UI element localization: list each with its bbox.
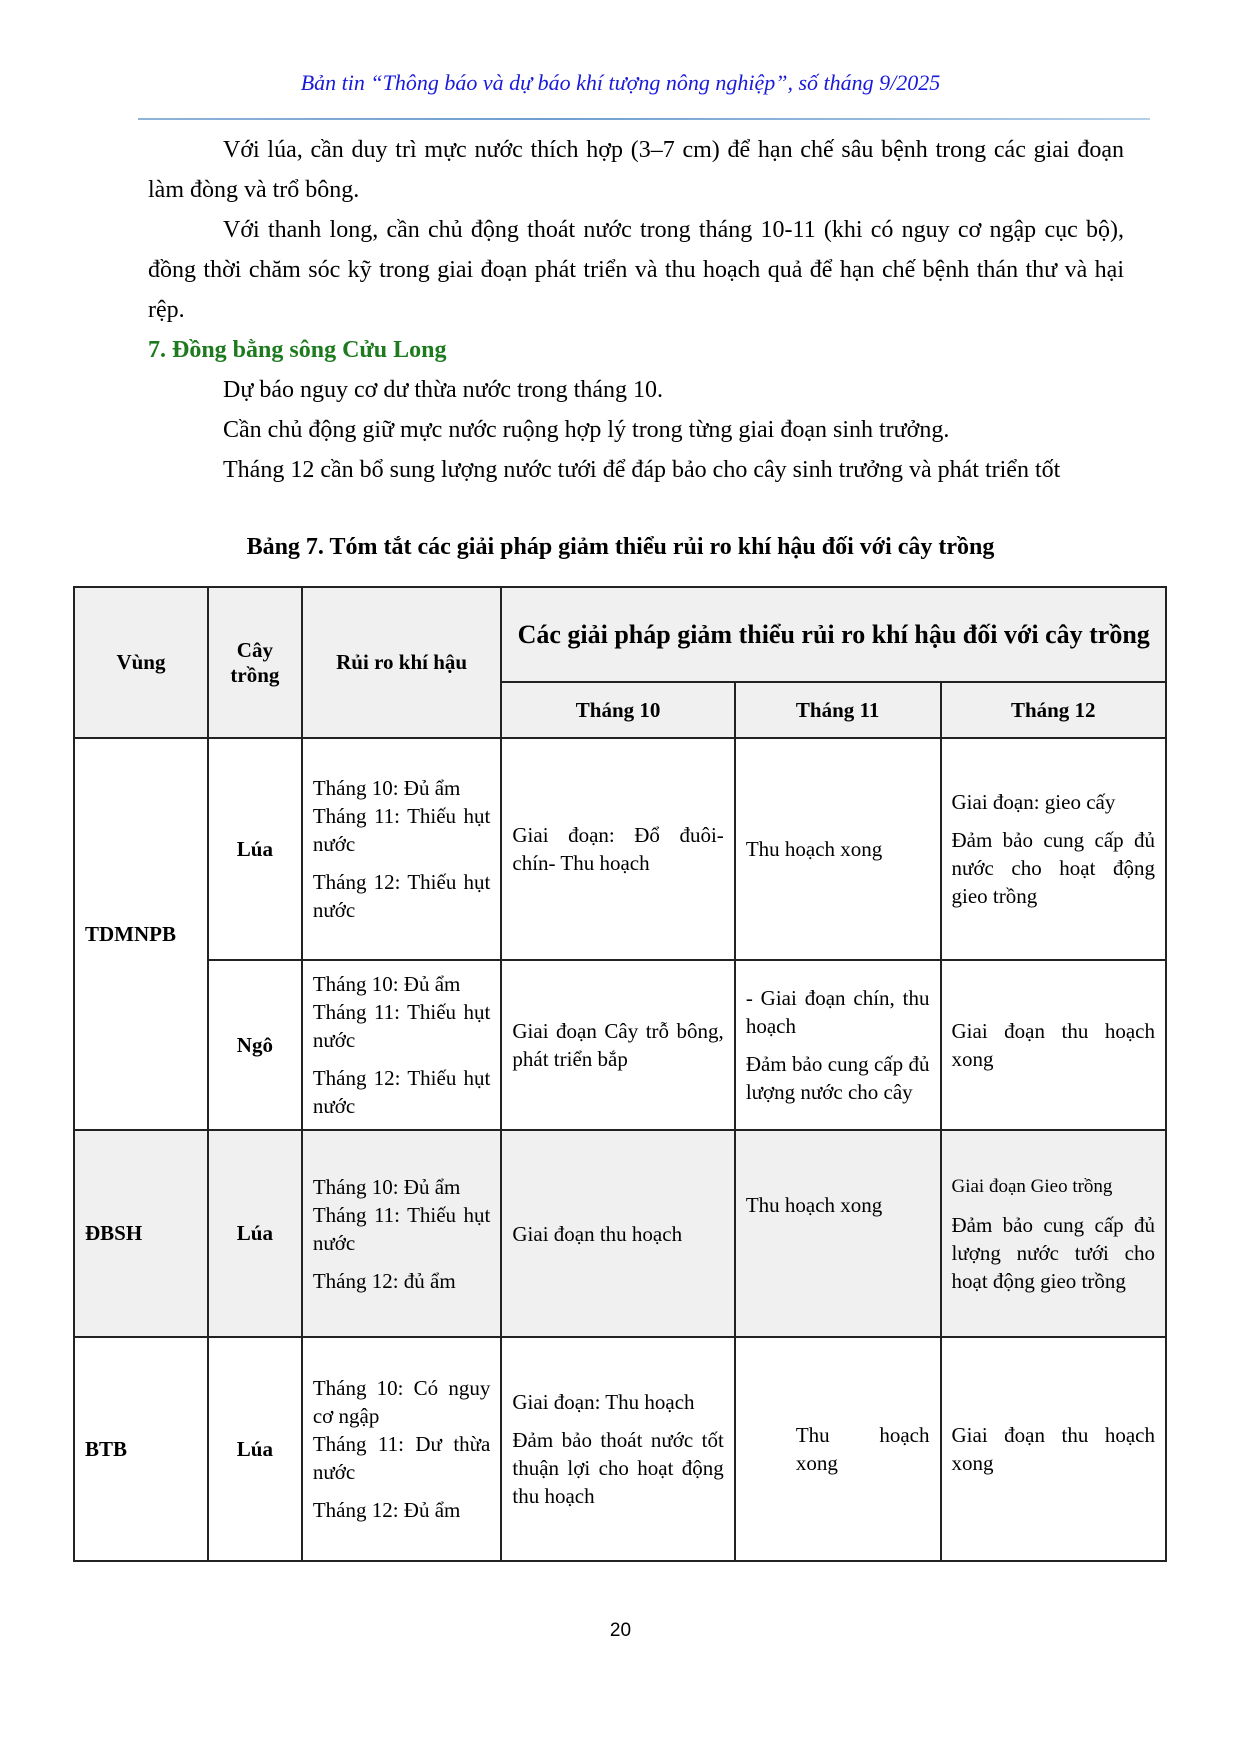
solution-line: Đảm bảo cung cấp đủ lượng nước tưới cho hoạt động gieo trồng [951,1212,1155,1293]
table-row [74,738,1166,960]
paragraph: Tháng 12 cần bổ sung lượng nước tưới để đáp bảo cho cây sinh trưởng và phát triển tốt [223,457,1061,483]
solution-m10-cell [501,1130,734,1337]
header-month-11: Tháng 11 [735,682,941,738]
region-cell: TDMNPB [74,738,208,1130]
solution-m12-cell [941,960,1167,1130]
risk-line: Tháng 10: Đủ ẩm [312,776,461,800]
region-cell: ĐBSH [74,1130,208,1337]
solution-m10-cell [501,960,734,1130]
running-header: Bản tin “Thông báo và dự báo khí tượng nông nghiệp”, số tháng 9/2025 [300,70,941,95]
solution-line: Giai đoạn: Thu hoạch [512,1390,695,1414]
risk-cell [302,1130,502,1337]
solution-m10-cell [501,1337,734,1561]
solution-m12-cell [941,1130,1167,1337]
table-caption: Bảng 7. Tóm tắt các giải pháp giảm thiểu rủi ro khí hậu đối với cây trồng [246,534,995,560]
crop-cell: Ngô [208,960,302,1130]
table-row [74,960,1166,1130]
solution-line: - Giai đoạn chín, thu hoạch [745,986,930,1038]
crop-cell: Lúa [208,738,302,960]
section-heading: 7. Đồng bằng sông Cửu Long [148,337,447,363]
risk-line: Tháng 12: đủ ẩm [312,1268,456,1293]
table-row [74,1130,1166,1337]
risk-cell [302,960,502,1130]
solution-m12-cell [941,1337,1167,1561]
risk-line: Tháng 11: Dư thừa nước [312,1432,491,1484]
solution-m12-cell [941,738,1167,960]
header-region: Vùng [74,587,208,738]
risk-line: Tháng 10: Đủ ẩm [312,1174,461,1199]
solution-line: Giai đoạn: gieo cấy [951,790,1116,814]
solution-line: Giai đoạn Gieo trồng [951,1175,1113,1197]
paragraph: Với lúa, cần duy trì mực nước thích hợp (3–7 cm) để hạn chế sâu bệnh trong các giai đoạn làm đòng và trổ bông. [148,137,1124,203]
solution-m11-cell [735,960,941,1130]
solution-line: Giai đoạn Cây trỗ bông, phát triển bắp [512,1019,724,1071]
header-risk: Rủi ro khí hậu [302,587,502,738]
risk-line: Tháng 11: Thiếu hụt nước [312,804,491,856]
solution-line: Đảm bảo cung cấp đủ nước cho hoạt động gieo trồng [951,828,1155,908]
solution-line: Giai đoạn: Đổ đuôi- chín- Thu hoạch [512,823,724,875]
crop-cell: Lúa [208,1337,302,1561]
header-crop: Cây trồng [208,587,302,738]
page-number: 20 [609,1620,632,1641]
crop-cell: Lúa [208,1130,302,1337]
header-divider [138,118,1150,120]
solution-line: Thu hoạch xong [745,837,883,861]
solution-line: Thu hoạch xong [795,1423,930,1475]
solution-m11-cell [735,1130,941,1337]
solution-line: Giai đoạn thu hoạch xong [951,1019,1155,1071]
body-text [148,130,1124,490]
solution-m10-cell [501,738,734,960]
solution-line: Đảm bảo cung cấp đủ lượng nước cho cây [745,1052,930,1104]
solution-m11-cell [735,1337,941,1561]
table-row [74,1337,1166,1561]
paragraph: Cần chủ động giữ mực nước ruộng hợp lý trong từng giai đoạn sinh trưởng. [223,417,950,443]
header-month-10: Tháng 10 [501,682,734,738]
risk-line: Tháng 12: Thiếu hụt nước [312,1066,491,1118]
solution-line: Giai đoạn thu hoạch [512,1221,683,1246]
solution-line: Thu hoạch xong [745,1193,883,1217]
paragraph: Dự báo nguy cơ dư thừa nước trong tháng 10. [223,377,664,403]
solution-m11-cell [735,738,941,960]
risk-line: Tháng 11: Thiếu hụt nước [312,1000,491,1052]
solution-line: Giai đoạn thu hoạch xong [951,1423,1155,1475]
climate-risk-table [73,586,1167,1562]
risk-line: Tháng 10: Đủ ẩm [312,972,461,996]
risk-cell [302,738,502,960]
risk-line: Tháng 12: Thiếu hụt nước [312,870,491,922]
risk-line: Tháng 10: Có nguy cơ ngập [312,1376,491,1428]
solution-line: Đảm bảo thoát nước tốt thuận lợi cho hoạt động thu hoạch [512,1428,724,1508]
paragraph: Với thanh long, cần chủ động thoát nước trong tháng 10-11 (khi có nguy cơ ngập cục bộ), đồng thời chăm sóc kỹ trong giai đoạn phát triển và thu hoạch quả để hạn chế bệnh thán thư và hại rệp. [148,217,1124,323]
risk-line: Tháng 12: Đủ ẩm [312,1498,461,1522]
header-solutions: Các giải pháp giảm thiểu rủi ro khí hậu đối với cây trồng [501,587,1166,682]
risk-cell [302,1337,502,1561]
risk-line: Tháng 11: Thiếu hụt nước [312,1202,491,1255]
region-cell: BTB [74,1337,208,1561]
header-month-12: Tháng 12 [941,682,1167,738]
